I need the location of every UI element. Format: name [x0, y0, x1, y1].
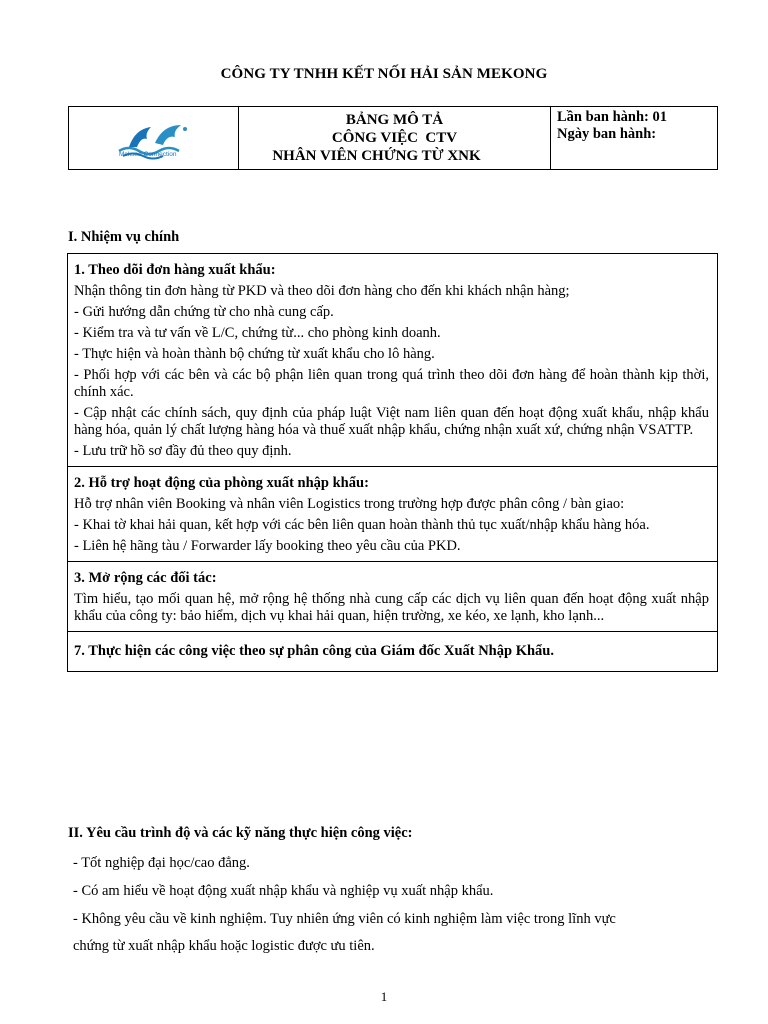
- duty-item: - Kiểm tra và tư vấn về L/C, chứng từ... cho phòng kinh doanh.: [74, 325, 441, 341]
- duty-row: [68, 254, 717, 467]
- page-number: 1: [380, 989, 388, 1004]
- issue-number: Lần ban hành: 01: [557, 109, 668, 125]
- issue-date: Ngày ban hành:: [557, 126, 657, 142]
- header-table: [68, 106, 718, 170]
- title-line-3: NHÂN VIÊN CHỨNG TỪ XNK: [272, 148, 481, 164]
- logo-text: Meksea Connection: [119, 151, 177, 158]
- duty-item: Hỗ trợ nhân viên Booking và nhân viên Logistics trong trường hợp được phân công / bàn giao:: [74, 496, 625, 512]
- duty-heading: 3. Mở rộng các đối tác:: [74, 570, 217, 586]
- duty-heading: 2. Hỗ trợ hoạt động của phòng xuất nhập khẩu:: [74, 475, 369, 491]
- section-1-title: I. Nhiệm vụ chính: [68, 229, 180, 245]
- duty-item: Tìm hiểu, tạo mối quan hệ, mở rộng hệ thống nhà cung cấp các dịch vụ liên quan đến hoạt động xuất nhập khẩu của công ty: bảo hiểm, dịch vụ khai hải quan, hiện trường, xe kéo, xe lạnh, kho lạnh...: [74, 591, 709, 624]
- requirement-item: - Có am hiểu về hoạt động xuất nhập khẩu và nghiệp vụ xuất nhập khẩu.: [73, 883, 494, 899]
- duty-item: - Phối hợp với các bên và các bộ phận liên quan trong quá trình theo dõi đơn hàng để hoàn thành kịp thời, chính xác.: [74, 367, 709, 400]
- duty-item: - Liên hệ hãng tàu / Forwarder lấy booking theo yêu cầu của PKD.: [74, 538, 461, 554]
- duty-item: Nhận thông tin đơn hàng từ PKD và theo dõi đơn hàng cho đến khi khách nhận hàng;: [74, 283, 570, 299]
- duties-table: [67, 253, 718, 672]
- duty-row: [68, 467, 717, 562]
- duty-item: - Thực hiện và hoàn thành bộ chứng từ xuất khẩu cho lô hàng.: [74, 346, 435, 362]
- section-2-title: II. Yêu cầu trình độ và các kỹ năng thực hiện công việc:: [68, 825, 413, 841]
- duty-heading: 1. Theo dõi đơn hàng xuất khẩu:: [74, 262, 276, 278]
- duty-item: - Khai tờ khai hải quan, kết hợp với các bên liên quan hoàn thành thủ tục xuất/nhập khẩu hàng hóa.: [74, 517, 650, 533]
- requirement-item: - Không yêu cầu về kinh nghiệm. Tuy nhiên ứng viên có kinh nghiệm làm việc trong lĩnh vực: [73, 911, 616, 927]
- duty-item: - Lưu trữ hồ sơ đầy đủ theo quy định.: [74, 443, 292, 459]
- requirement-item: chứng từ xuất nhập khẩu hoặc logistic được ưu tiên.: [73, 938, 375, 954]
- duty-row: [68, 632, 717, 671]
- duty-row: [68, 562, 717, 632]
- company-name: CÔNG TY TNHH KẾT NỐI HẢI SẢN MEKONG: [220, 66, 548, 82]
- title-line-1: BẢNG MÔ TẢ: [345, 112, 444, 128]
- logo-cell: [69, 107, 239, 169]
- requirement-item: - Tốt nghiệp đại học/cao đẳng.: [73, 855, 250, 871]
- duty-heading: 7. Thực hiện các công việc theo sự phân công của Giám đốc Xuất Nhập Khẩu.: [74, 643, 554, 659]
- title-line-2: CÔNG VIỆC CTV: [331, 130, 458, 146]
- duty-item: - Cập nhật các chính sách, quy định của pháp luật Việt nam liên quan đến hoạt động xuất khẩu, nhập khẩu hàng hóa, quản lý chất lượng hàng hóa và thuế xuất nhập khẩu, chứng nhận xuất xứ, chứng nhận VSATTP.: [74, 405, 709, 438]
- duty-item: - Gửi hướng dẫn chứng từ cho nhà cung cấp.: [74, 304, 334, 320]
- document-title-cell: [239, 107, 551, 169]
- issue-info-cell: [551, 107, 717, 169]
